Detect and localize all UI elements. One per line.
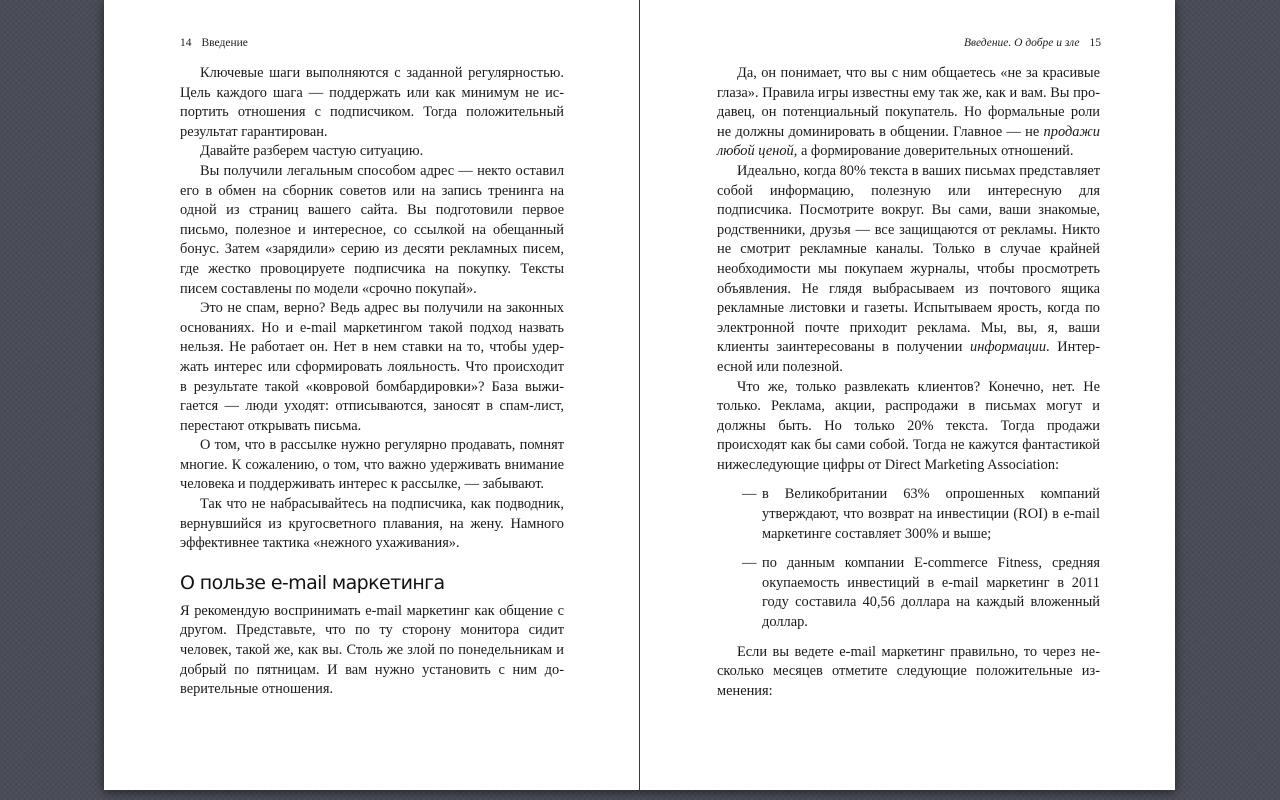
text-run: . Интересной или полезной. [717,339,1100,375]
paragraph: Что же, только развлекать клиентов? Конечно, нет. Не только. Реклама, акции, распродажи в письмах могут и должны быть. Но только 20% текста. Тогда продажи происходят как бы сами собой. Тогда не кажутся фантастикой нижеследующие цифры от Direct Marketing Association: [717,378,1100,473]
paragraph: Я рекомендую воспринимать e-mail маркетинг как общение с другом. Представьте, что по ту сторону монитора сидит человек, такой же, как вы. Столь же злой по понедельникам и добрый по пятницам. И вам нужно установить с ним доверительные отношения. [180,602,564,698]
list-item [742,554,1100,632]
section-heading: О пользе e-mail маркетинга [180,571,445,594]
paragraph [717,64,1100,162]
paragraph: Вы получили легальным способом адрес — некто оставил его в обмен на сборник советов или на запись тренинга на одной из страниц вашего сайта. Вы подготовили первое письмо, полезное и интересное, со ссылкой на обещанный бонус. Затем «зарядили» серию из десяти рекламных писем, где жестко провоцируете подписчика на покупку. Тексты писем составлены по модели «срочно покупай». [180,162,564,297]
paragraph: Если вы ведете e-mail маркетинг правильно, то через несколько месяцев отметите следующие положительные изменения: [717,643,1100,699]
text-run: Да, он понимает, что вы с ним общаетесь «не за красивые глаза». Правила игры известны ему так же, как и вам. Вы продавец, он потенциальный покупатель. Но формальные роли не должны доминировать в общении. Главное — не [717,65,1100,140]
paragraph: Ключевые шаги выполняются с заданной регулярностью. Цель каждого шага — поддержать или как минимум не испортить отношения с подписчиком. Тогда положительный результат гарантирован. [180,65,564,140]
left-running-head [180,37,248,49]
paragraph: О том, что в рассылке нужно регулярно продавать, помнят многие. К сожалению, о том, что важно удерживать внимание человека и поддерживать интерес к рассылке, — забывают. [180,437,564,493]
statistics-list [717,485,1100,632]
paragraph [717,162,1100,378]
right-page[interactable] [640,0,1175,790]
right-page-text [717,64,1100,701]
left-page-text [180,64,564,700]
list-item-text: в Великобритании 63% опрошенных компаний утверждают, что возврат на инвестиции (ROI) в e-mail маркетинге составляет 300% и выше; [762,486,1100,542]
list-item-text: по данным компании E-commerce Fitness, средняя окупаемость инвестиций в e-mail маркетинг в 2011 году составила 40,56 доллара на каждый вложенный доллар. [762,555,1100,631]
right-running-head [964,37,1101,49]
emphasis: информации [970,339,1047,356]
text-run: Идеально, когда 80% текста в ваших письмах представляет собой информацию, полезную или интересную для подписчика. Посмотрите вокруг. Вы сами, ваши знакомые, родственники, друзья — все защищаются от рекламы. Никто не смотрит рекламные каналы. Только в случае крайней необходимости мы покупаем журналы, чтобы просмотреть объявления. Не глядя выбрасываем из почтового ящика рекламные листовки и газеты. Испытываем ярость, когда по электронной почте приходит реклама. Мы, вы, я, ваши клиенты заинтересованы в получении [717,162,1100,356]
right-page-number: 15 [1089,37,1101,49]
right-running-head-title: Введение. О добре и зле [963,37,1080,49]
left-page-number: 14 [180,37,192,49]
paragraph: Это не спам, верно? Ведь адрес вы получили на законных основаниях. Но и e-mail маркетингом такой подход назвать нельзя. Не работает он. Нет в нем ставки на то, чтобы удержать интерес или сформировать лояльность. Что происходит в результате такой «ковровой бомбардировки»? База выжигается — люди уходят: отписываются, заносят в спам-лист, перестают открывать письма. [180,300,564,434]
left-page[interactable] [104,0,639,790]
list-item [742,485,1100,544]
paragraph: Давайте разберем частую ситуацию. [200,143,424,160]
book-spread [104,0,1175,790]
emphasis: продажи любой ценой [717,123,1100,160]
paragraph: Так что не набрасывайтесь на подписчика, как подводник, вернувшийся из кругосветного плавания, на жену. Намного эффективнее тактика «нежного ухаживания». [180,496,564,552]
list-dash: — [742,486,757,503]
left-running-head-title: Введение [201,37,248,49]
text-run: , а формирование доверительных отношений. [793,143,1074,160]
list-dash: — [742,555,757,572]
